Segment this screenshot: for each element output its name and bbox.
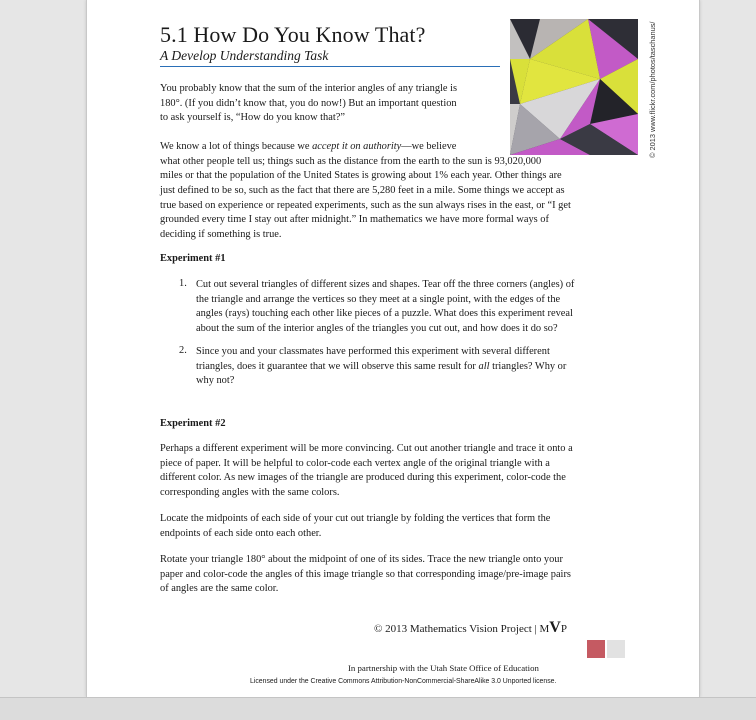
item-text: triangles, does it guarantee that we will observe this same result for — [196, 360, 479, 372]
item-line: angles (rays) touching each other like pieces of a puzzle. What does this experiment reveal — [196, 308, 573, 320]
item-number: 2. — [179, 345, 187, 356]
title-underline — [160, 66, 500, 67]
copyright-text: © 2013 Mathematics Vision Project | — [374, 623, 540, 635]
logo-letter-p: P — [560, 623, 567, 635]
experiment2-paragraph-3 — [160, 553, 571, 597]
paragraph-line: endpoints of each side onto each other. — [160, 527, 322, 539]
intro-line: to ask yourself is, “How do you know that?” — [160, 112, 345, 124]
item-line: about the sum of the interior angles of the triangles you cut out, and how does it do so? — [196, 323, 558, 335]
paragraph-line: paper and color-code the angles of this image triangle so that corresponding image/pre-image pairs — [160, 568, 571, 580]
item-text: triangles? Why or — [489, 360, 567, 372]
triangles-photo-graphic — [510, 19, 638, 155]
triangles-photo — [510, 19, 638, 155]
experiment1-heading: Experiment #1 — [160, 253, 226, 264]
item-line: Cut out several triangles of different sizes and shapes. Tear off the three corners (angles) of — [196, 279, 575, 290]
page-title: 5.1 How Do You Know That? — [160, 22, 426, 47]
authority-line: what other people tell us; things such as the distance from the earth to the sun is 93,020,000 — [160, 155, 542, 167]
page-subtitle: A Develop Understanding Task — [160, 48, 329, 63]
experiment2-heading: Experiment #2 — [160, 418, 226, 429]
authority-paragraph — [160, 140, 571, 243]
paragraph-line: Perhaps a different experiment will be more convincing. Cut out another triangle and trace it onto a — [160, 443, 573, 454]
experiment1-item1 — [196, 278, 574, 337]
item-number: 1. — [179, 278, 187, 289]
item-emphasis: all — [478, 360, 490, 372]
authority-line: deciding if something is true. — [160, 229, 282, 241]
photo-credit: © 2013 www.flickr.com/photos/taschanus/ — [648, 21, 657, 158]
authority-emphasis: accept it on authority — [312, 141, 402, 152]
item-line: why not? — [196, 375, 235, 387]
authority-text: We know a lot of things because we — [160, 141, 313, 152]
mvp-logo-square — [587, 640, 605, 658]
item-line: the triangle and arrange the vertices so they meet at a single point, with the edges of the — [196, 293, 561, 305]
authority-line: miles or that the population of the United States is growing about 1% each year. Other things are — [160, 170, 562, 182]
paragraph-line: Locate the midpoints of each side of your cut out triangle by folding the vertices that form the — [160, 513, 551, 524]
experiment2-paragraph-2 — [160, 512, 550, 541]
footer-copyright — [374, 619, 567, 637]
intro-line: You probably know that the sum of the interior angles of any triangle is — [160, 83, 458, 94]
authority-text: —we believe — [401, 141, 457, 152]
authority-line: just defined to be so, such as the fact that there are 5,280 feet in a mile. Some things we accept as — [160, 185, 565, 197]
experiment1-item2 — [196, 345, 566, 389]
intro-paragraph — [160, 82, 457, 126]
paragraph-line: piece of paper. It will be helpful to color-code each vertex angle of the original triangle with a — [160, 457, 550, 469]
authority-line: grounded every time I stay out after midnight.” In mathematics we have more formal ways of — [160, 214, 549, 226]
mvp-logo-square — [607, 640, 625, 658]
footer-license: Licensed under the Creative Commons Attribution-NonCommercial-ShareAlike 3.0 Unported license. — [250, 678, 557, 685]
logo-letter-m: M — [539, 623, 550, 635]
intro-line: 180°. (If you didn’t know that, you do now!) But an important question — [160, 97, 457, 109]
paragraph-line: of angles are the same color. — [160, 583, 279, 595]
authority-line — [160, 140, 571, 155]
item-line: Since you and your classmates have performed this experiment with several different — [196, 346, 550, 357]
footer-partnership: In partnership with the Utah State Office of Education — [348, 663, 539, 673]
viewer-bottom-bar — [0, 697, 756, 720]
paragraph-line: Rotate your triangle 180° about the midpoint of one of its sides. Trace the new triangle onto your — [160, 554, 563, 565]
paragraph-line: corresponding angles with the same colors. — [160, 487, 340, 499]
experiment2-paragraph-1 — [160, 442, 573, 501]
logo-letter-v: V — [549, 619, 561, 636]
document-page — [86, 0, 700, 697]
item-line — [196, 360, 566, 375]
authority-line: true based on experience or repeated experiments, such as the sun always rises in the east, or “I get — [160, 199, 571, 211]
paragraph-line: different color. As new images of the triangle are produced during this experiment, color-code the — [160, 472, 566, 484]
